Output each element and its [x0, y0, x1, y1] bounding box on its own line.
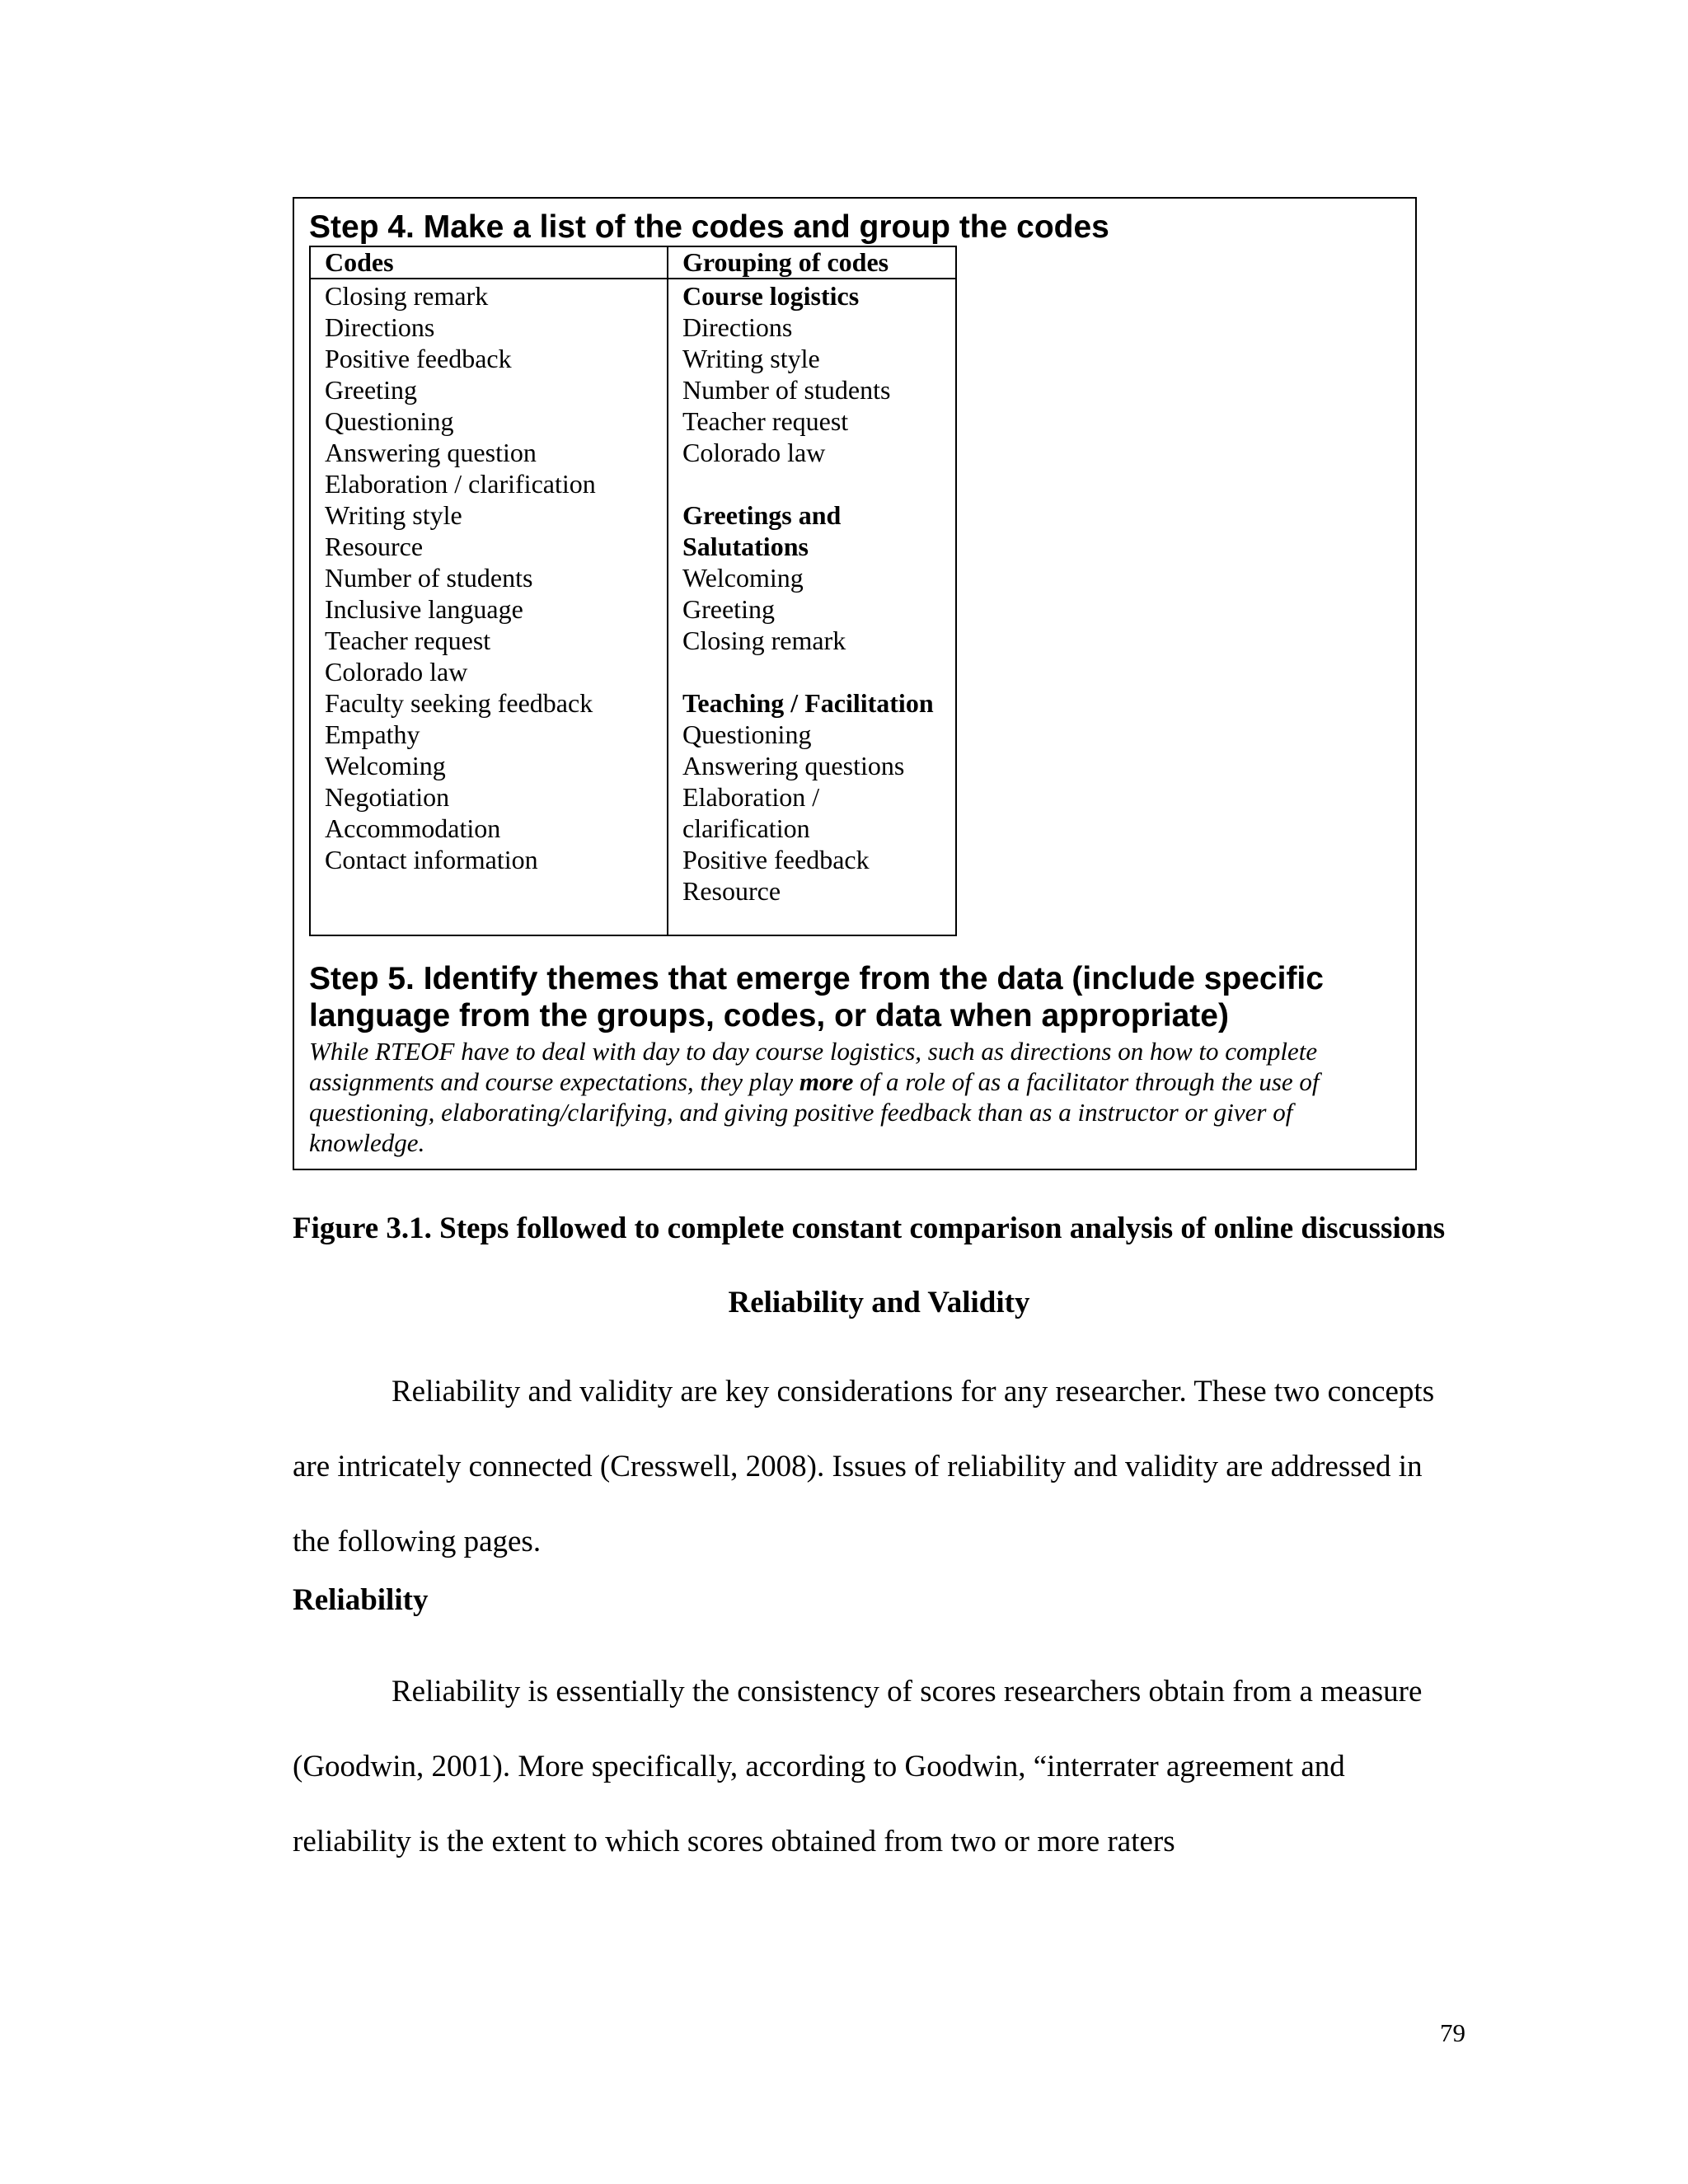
- group-item: Answering questions: [682, 751, 905, 780]
- code-item: Negotiation: [325, 782, 450, 812]
- section-title: Reliability and Validity: [728, 1286, 1030, 1319]
- grouping-column-header: Grouping of codes: [668, 246, 956, 279]
- code-item: Questioning: [325, 406, 454, 436]
- code-item: Answering question: [325, 438, 537, 467]
- codes-cell: [310, 279, 668, 935]
- group-item: Greeting: [682, 594, 775, 624]
- code-item: Elaboration / clarification: [325, 469, 596, 499]
- group-title-course-logistics: Course logistics: [682, 281, 860, 311]
- group-item: Directions: [682, 312, 793, 342]
- group-item: Welcoming: [682, 563, 804, 593]
- group-item: Positive feedback: [682, 845, 870, 874]
- group-item: Resource: [682, 876, 781, 906]
- code-item: Colorado law: [325, 657, 468, 687]
- figure-caption: Figure 3.1. Steps followed to complete constant comparison analysis of online discussions: [293, 1212, 1446, 1245]
- code-item: Greeting: [325, 375, 417, 405]
- group-spacer: [682, 656, 955, 687]
- code-item: Writing style: [325, 500, 462, 530]
- code-item: Closing remark: [325, 281, 489, 311]
- theme-text-before: While RTEOF have to deal with day to day course logistics, such as directions on how to complete assignments and course expectations, they play: [309, 1037, 1318, 1096]
- code-item: Number of students: [325, 563, 533, 593]
- theme-text-after: of a role of as a facilitator through the use of questioning, elaborating/clarifying, and giving positive feedback than as a instructor or giver of knowledge.: [309, 1067, 1320, 1157]
- code-item: Teacher request: [325, 626, 491, 655]
- codes-column-header: Codes: [310, 246, 668, 279]
- group-title-greetings: Greetings and: [682, 500, 842, 530]
- code-item: Positive feedback: [325, 344, 512, 373]
- step5-theme-text: [309, 1036, 1397, 1158]
- group-spacer: [682, 468, 955, 499]
- group-title-teaching: Teaching / Facilitation: [682, 688, 934, 718]
- codes-table: [309, 246, 957, 936]
- code-item: Directions: [325, 312, 435, 342]
- group-item: Colorado law: [682, 438, 826, 467]
- group-item: Writing style: [682, 344, 820, 373]
- group-item: Elaboration /: [682, 782, 820, 812]
- paragraph: Reliability is essentially the consistency of scores researchers obtain from a measure (Goodwin, 2001). More specifically, according to Goodwin, “interrater agreement and reliability is the extent to which scores obtained from two or more raters: [293, 1675, 1423, 1858]
- group-item: Questioning: [682, 719, 812, 749]
- step4-heading: Step 4. Make a list of the codes and group the codes: [309, 209, 1109, 245]
- group-item: Closing remark: [682, 626, 846, 655]
- group-title-greetings-cont: Salutations: [682, 532, 809, 561]
- theme-text-emphasis: more: [799, 1067, 854, 1096]
- page-number: 79: [1440, 2018, 1465, 2047]
- code-item: Faculty seeking feedback: [325, 688, 593, 718]
- groupings-cell: [668, 279, 956, 935]
- code-item: Inclusive language: [325, 594, 523, 624]
- code-item: Welcoming: [325, 751, 446, 780]
- paragraph: Reliability and validity are key considerations for any researcher. These two concepts are intricately connected (Cresswell, 2008). Issues of reliability and validity are addressed in the following pages.: [293, 1375, 1435, 1558]
- code-item: Empathy: [325, 719, 420, 749]
- group-item: Teacher request: [682, 406, 849, 436]
- group-item: clarification: [682, 813, 810, 843]
- code-item: Resource: [325, 532, 424, 561]
- group-item: Number of students: [682, 375, 891, 405]
- code-item: Accommodation: [325, 813, 501, 843]
- subheading: Reliability: [293, 1583, 429, 1617]
- code-item: Contact information: [325, 845, 538, 874]
- step5-heading: Step 5. Identify themes that emerge from the data (include specific language from the groups, codes, or data when appropriate): [309, 961, 1324, 1033]
